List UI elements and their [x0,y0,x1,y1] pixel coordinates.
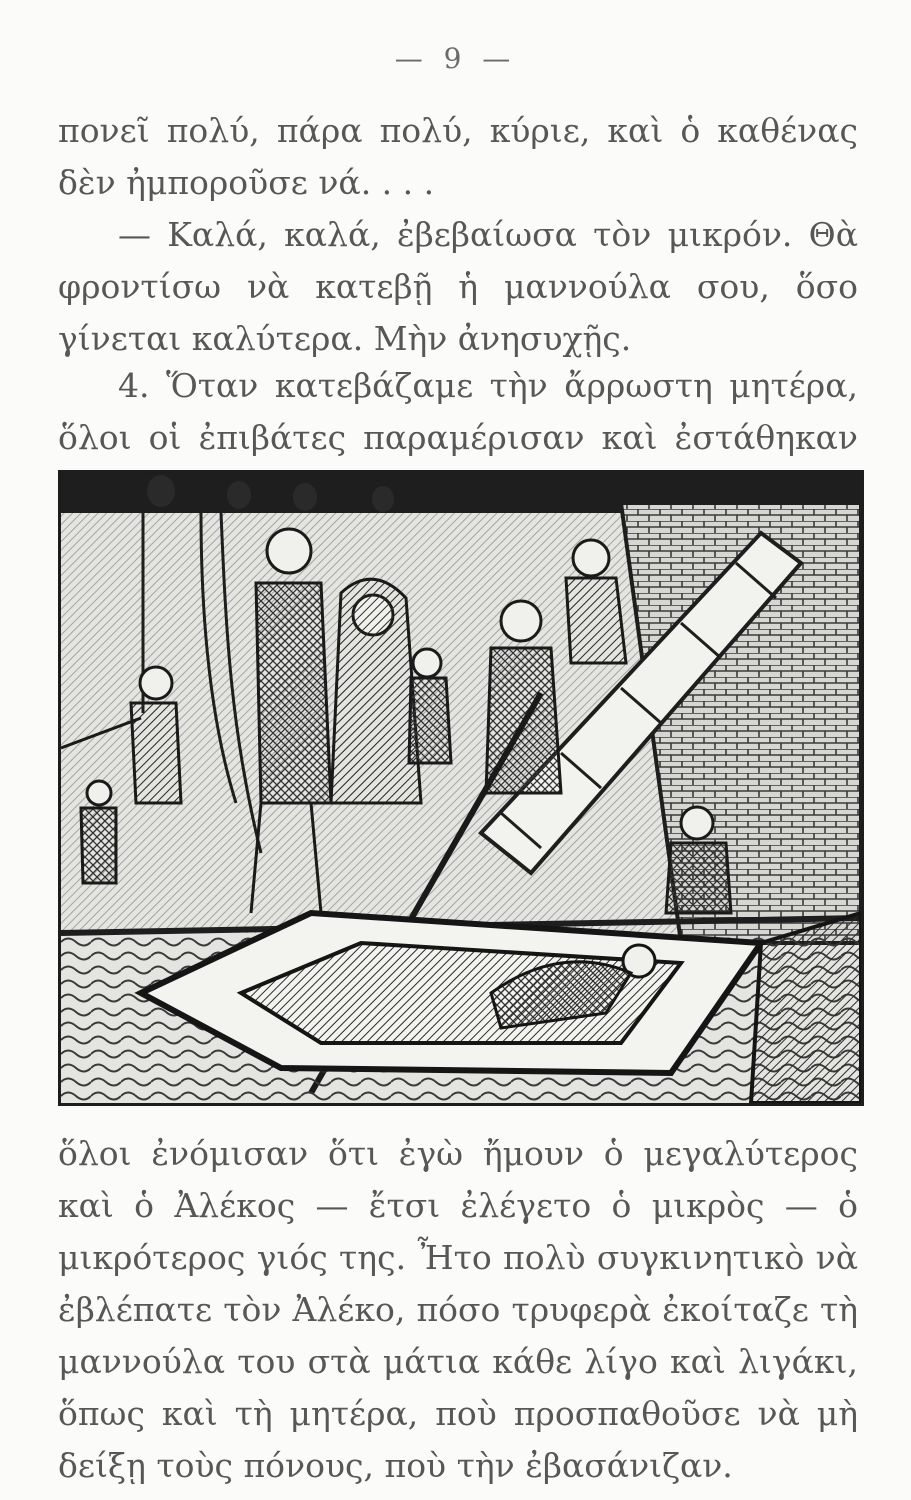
paragraph-continuation: πονεῖ πολύ, πάρα πολύ, κύριε, καὶ ὁ καθένας δὲν ἠμποροῦσε νά. . . . [58,111,858,202]
paragraph-numbered: 4. Ὅταν κατεβάζαμε τὴν ἄρρωστη μητέρα, ὅλοι οἱ ἐπιβάτες παραμέρισαν καὶ ἐστάθηκαν [58,366,858,457]
top-text-block [58,105,858,365]
woodcut-illustration [58,470,864,1106]
page-number: — 9 — [394,42,517,75]
paragraph-continuation-bottom: ὅλοι ἐνόμισαν ὅτι ἐγὼ ἤμουν ὁ μεγαλύτερος καὶ ὁ Ἀλέκος — ἔτσι ἐλέγετο ὁ μικρὸς — ὁ μικρότερος γιός της. Ἦτο πολὺ συγκινητικὸ νὰ ἐβλέπατε τὸν Ἀλέκο, πόσο τρυφερὰ ἐκοίταζε τὴ μαννούλα του στὰ μάτια κάθε λίγο καὶ λιγάκι, ὅπως καὶ τὴ μητέρα, ποὺ προσπαθοῦσε νὰ μὴ δείξῃ τοὺς πόνους, ποὺ τὴν ἐβασάνιζαν. [58,1134,858,1485]
illustration-drawing [61,473,861,1103]
bottom-text-block [58,1128,858,1492]
paragraph-dialogue: — Καλά, καλά, ἐβεβαίωσα τὸν μικρόν. Θὰ φροντίσω νὰ κατεβῇ ἡ μαννούλα σου, ὅσο γίνεται καλύτερα. Μὴν ἀνησυχῇς. [58,215,858,358]
